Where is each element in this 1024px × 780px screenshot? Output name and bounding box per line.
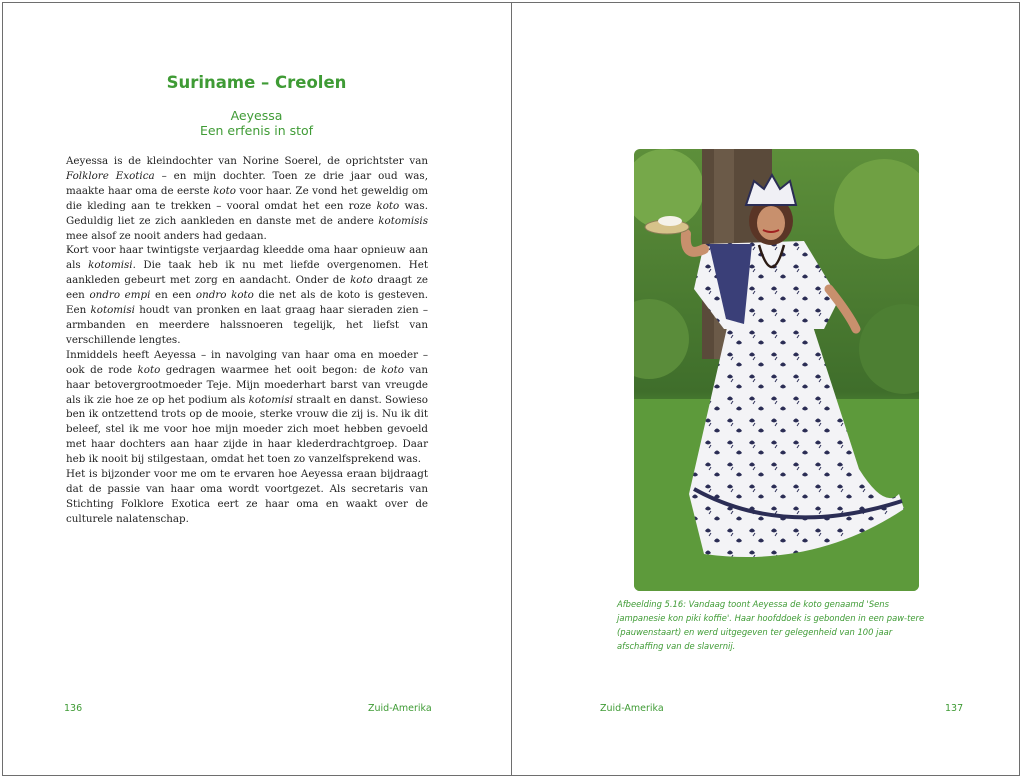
italic-term: koto — [350, 274, 373, 287]
italic-term: ondro empi — [89, 289, 151, 302]
body-paragraph — [66, 467, 428, 527]
page-number-left: 136 — [64, 703, 83, 714]
text-run: Kort voor haar twintigste verjaardag kleedde oma haar opnieuw aan als — [66, 244, 428, 272]
text-run: – en mijn dochter. Toen ze drie jaar oud was, maakte haar oma de eerste — [66, 169, 428, 197]
text-run: Het is bijzonder voor me om te ervaren hoe Aeyessa eraan bijdraagt dat de passie van haar oma wordt voortgezet. Als secretaris van Stichting Folklore Exotica eert ze haar oma en waakt over de culturele nalatenschap. — [66, 468, 428, 525]
photo-caption: Afbeelding 5.16: Vandaag toont Aeyessa de koto genaamd 'Sens jampanesie kon piki koffie'. Haar hoofddoek is gebonden in een paw-tere (pauwenstaart) en werd uitgegeven ter gelegenheid van 100 jaar afschaffing van de slavernij. — [617, 599, 925, 651]
running-head-left: Zuid-Amerika — [368, 703, 432, 714]
italic-term: Folklore Exotica — [66, 169, 155, 182]
italic-term: kotomisi — [88, 259, 133, 272]
italic-term: koto — [376, 199, 400, 212]
body-paragraph — [66, 243, 428, 347]
body-text — [66, 154, 428, 527]
page-number-right: 137 — [945, 703, 964, 714]
subtitle-line-2: Een erfenis in stof — [199, 123, 314, 138]
text-run: en een — [150, 289, 196, 302]
chapter-subtitle — [2, 108, 511, 138]
text-run: Aeyessa is de kleindochter van Norine Soerel, de oprichtster van — [66, 155, 428, 167]
text-run: gedragen waarmee het ooit begon: de — [160, 363, 382, 376]
italic-term: kotomisi — [248, 393, 294, 406]
italic-term: koto — [381, 363, 404, 376]
text-run: was. Geduldig liet ze zich aankleden en danste met de andere — [66, 199, 428, 227]
text-run: straalt en danst. Sowieso ben ik ontzettend trots op de mooie, sterke vrouw die zij is. Nu ik dit beleef, stel ik me voor hoe mijn moeder zich moet hebben gevoeld met haar dochters aan haar zijde in haar klederdrachtgroep. Daar heb ik nooit bij stilgestaan, omdat het toen zo vanzelfsprekend was. — [66, 393, 428, 466]
text-run: . Die taak heb ik nu met liefde overgenomen. Het aankleden gebeurt met zorg en aandacht. Onder de — [66, 259, 428, 287]
text-run: voor haar. Ze vond het geweldig om die kleding aan te trekken – vooral omdat het een roze — [66, 184, 428, 212]
body-paragraph — [66, 154, 428, 243]
italic-term: koto — [137, 363, 161, 376]
left-page — [2, 2, 511, 776]
subtitle-line-1: Aeyessa — [230, 108, 283, 123]
italic-term: koto — [213, 184, 236, 197]
italic-term: kotomisi — [90, 304, 135, 317]
chapter-title: Suriname – Creolen — [166, 73, 347, 92]
text-run: Inmiddels heeft Aeyessa – in navolging van haar oma en moeder – ook de rode — [66, 348, 428, 376]
body-paragraph — [66, 348, 428, 467]
italic-term: ondro koto — [195, 289, 254, 302]
italic-term: kotomisis — [378, 214, 428, 227]
photo-woman-in-koto — [634, 149, 919, 591]
text-run: draagt ze een — [66, 274, 428, 302]
text-run: houdt van pronken en laat graag haar sieraden zien – armbanden en meerdere halssnoeren tegelijk, het liefst van verschillende lengtes. — [66, 304, 429, 346]
text-run: van haar betovergrootmoeder Teje. Mijn moederhart barst van vreugde als ik zie hoe ze op het podium als — [66, 363, 428, 406]
text-run: mee alsof ze nooit anders had gedaan. — [66, 229, 267, 242]
text-run: die net als de koto is gesteven. Een — [66, 289, 428, 317]
right-page — [512, 2, 1020, 776]
running-head-right: Zuid-Amerika — [600, 703, 664, 714]
